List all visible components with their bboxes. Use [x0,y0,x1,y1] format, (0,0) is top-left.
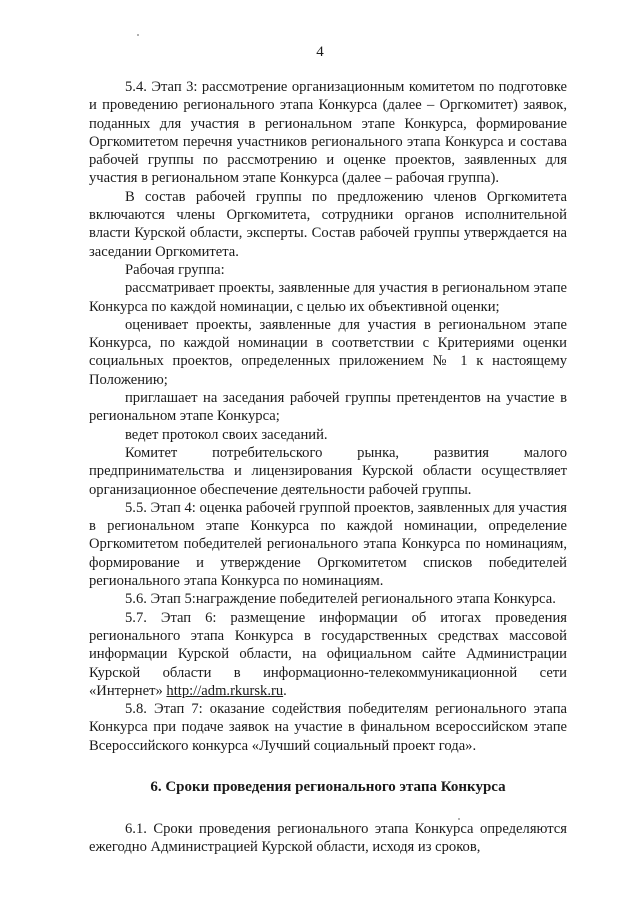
page-number: 4 [316,44,324,60]
paragraph-5-5: 5.5. Этап 4: оценка рабочей группой проектов, заявленных для участия в региональном этапе Конкурса по каждой номинации, определение Оргкомитетом победителей регионального этапа Конкурса по номинациям, формирование и утверждение Оргкомитетом списков победителей регионального этапа Конкурса по номинациям. [89,499,567,590]
paragraph-5-7-text: 5.7. Этап 6: размещение информации об итогах проведения регионального этапа Конкурса в государственных средствах массовой информации Курской области, на официальном сайте Администрации Курской области в информационно-телекоммуникационной сети «Интернет» [89,609,567,699]
paragraph-5-7-end: . [283,682,287,699]
paragraph-working-group-composition: В состав рабочей группы по предложению членов Оргкомитета включаются члены Оргкомитета, сотрудники органов исполнительной власти Курской области, эксперты. Состав рабочей группы утверждается на заседании Оргкомитета. [89,188,567,260]
website-link[interactable]: http://adm.rkursk.ru [166,682,284,699]
paragraph-5-7 [89,609,567,700]
section-heading: 6. Сроки проведения регионального этапа Конкурса [150,778,506,795]
paragraph-5-8: 5.8. Этап 7: оказание содействия победителям регионального этапа Конкурса при подаче заявок на участие в финальном всероссийском этапе Всероссийского конкурса «Лучший социальный проект года». [89,701,567,754]
paragraph-6-1: 6.1. Сроки проведения регионального этапа Конкурса определяются ежегодно Администрацией Курской области, исходя из сроков, [89,820,567,856]
paragraph-committee: Комитет потребительского рынка, развития малого предпринимательства и лицензирования Курской области осуществляет организационное обеспечение деятельности рабочей группы. [89,444,567,498]
paragraph-5-6: 5.6. Этап 5:награждение победителей регионального этапа Конкурса. [125,591,556,608]
paragraph-keeps-minutes: ведет протокол своих заседаний. [125,426,328,443]
document-body [89,78,567,857]
paragraph-invites-applicants: приглашает на заседания рабочей группы претендентов на участие в региональном этапе Конкурса; [89,390,567,425]
paragraph-5-4: 5.4. Этап 3: рассмотрение организационным комитетом по подготовке и проведению регионального этапа Конкурса (далее – Оргкомитет) заявок, поданных для участия в региональном этапе Конкурса, формирование Оргкомитетом перечня участников регионального этапа Конкурса и состава рабочей группы по рассмотрению и оценке проектов, заявленных для участия в региональном этапе Конкурса (далее – рабочая группа). [89,79,567,187]
paragraph-working-group-intro: Рабочая группа: [125,261,225,278]
paragraph-reviews-projects: рассматривает проекты, заявленные для участия в региональном этапе Конкурса по каждой номинации, с целью их объективной оценки; [89,280,567,315]
scan-speck [137,34,139,36]
paragraph-evaluates-projects: оценивает проекты, заявленные для участия в региональном этапе Конкурса, по каждой номинации в соответствии с Критериями оценки социальных проектов, определенных приложением № 1 к настоящему Положению; [89,316,567,388]
scan-speck [458,818,460,820]
